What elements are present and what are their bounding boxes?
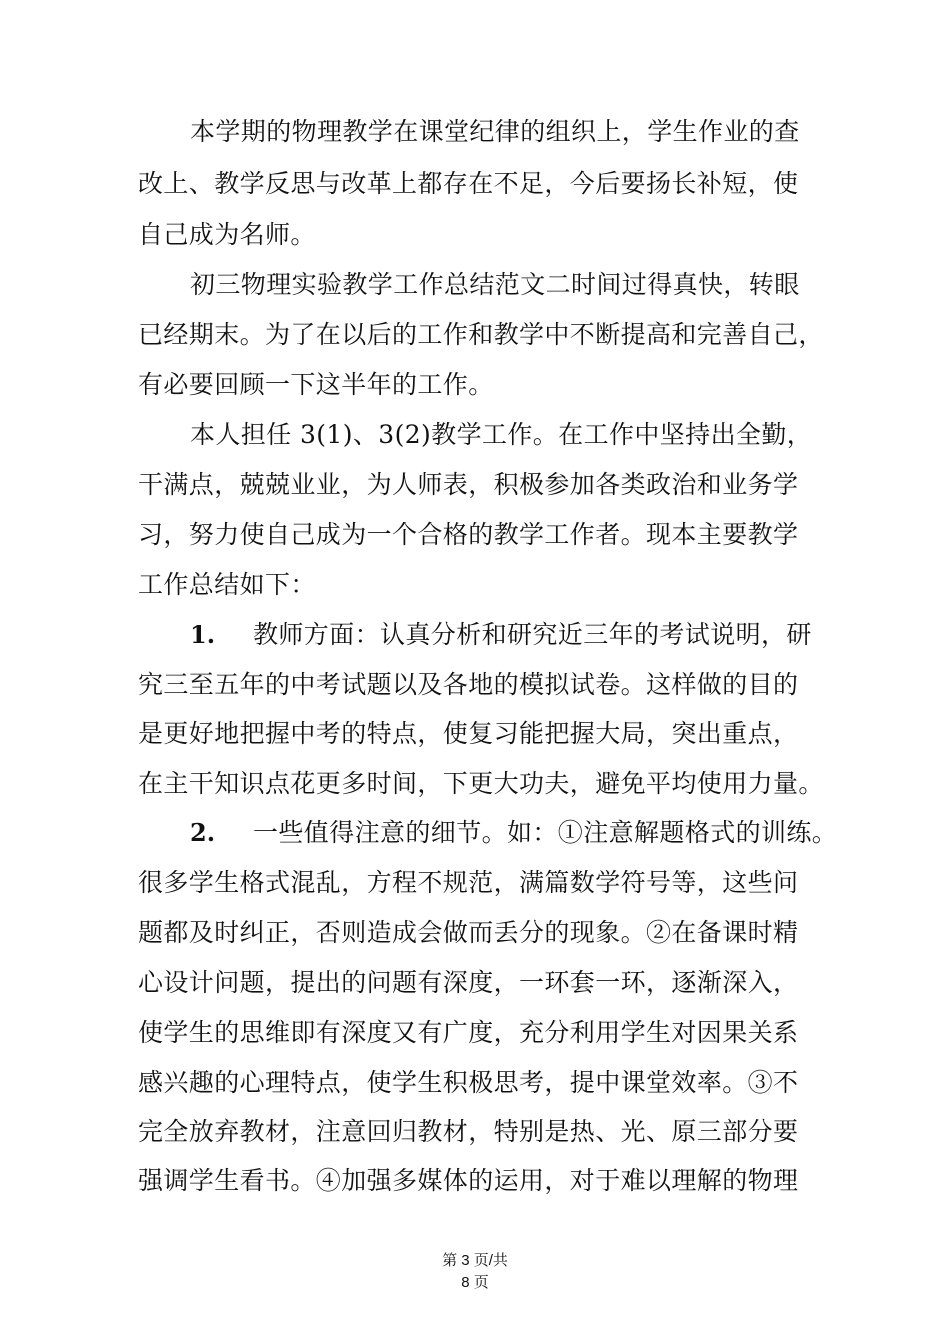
paragraph-line: 心设计问题，提出的问题有深度，一环套一环，逐渐深入， bbox=[138, 968, 799, 997]
paragraph-line: 题都及时纠正，否则造成会做而丢分的现象。②在备课时精 bbox=[138, 918, 799, 947]
paragraph-line: 本学期的物理教学在课堂纪律的组织上，学生作业的查 bbox=[190, 117, 800, 146]
paragraph-line: 干满点，兢兢业业，为人师表，积极参加各类政治和业务学 bbox=[138, 470, 799, 499]
paragraph-line: 使学生的思维即有深度又有广度，充分利用学生对因果关系 bbox=[138, 1018, 799, 1047]
paragraph-line: 究三至五年的中考试题以及各地的模拟试卷。这样做的目的 bbox=[138, 670, 799, 699]
list-item-number: 2. bbox=[190, 818, 216, 847]
paragraph-line: 是更好地把握中考的特点，使复习能把握大局，突出重点， bbox=[138, 719, 799, 748]
paragraph-line: 改上、教学反思与改革上都存在不足，今后要扬长补短，使 bbox=[138, 169, 799, 198]
paragraph-line: 教师方面：认真分析和研究近三年的考试说明，研 bbox=[253, 620, 812, 649]
paragraph-line: 在主干知识点花更多时间，下更大功夫，避免平均使用力量。 bbox=[138, 769, 824, 798]
list-item-number: 1. bbox=[190, 620, 216, 649]
paragraph-line: 初三物理实验教学工作总结范文二时间过得真快，转眼 bbox=[190, 270, 800, 299]
paragraph-line: 完全放弃教材，注意回归教材，特别是热、光、原三部分要 bbox=[138, 1117, 799, 1146]
paragraph-line: 一些值得注意的细节。如：①注意解题格式的训练。 bbox=[253, 818, 838, 847]
paragraph-line: 很多学生格式混乱，方程不规范，满篇数学符号等，这些问 bbox=[138, 868, 799, 897]
page-footer-line2: 8 页 bbox=[461, 1274, 489, 1291]
paragraph-line: 已经期末。为了在以后的工作和教学中不断提高和完善自己， bbox=[138, 320, 824, 349]
paragraph-line: 本人担任 3(1)、3(2)教学工作。在工作中坚持出全勤， bbox=[190, 420, 813, 449]
page-footer-line1: 第 3 页/共 bbox=[442, 1252, 508, 1269]
paragraph-line: 工作总结如下： bbox=[138, 570, 316, 599]
paragraph-line: 自己成为名师。 bbox=[138, 220, 316, 249]
paragraph-line: 强调学生看书。④加强多媒体的运用，对于难以理解的物理 bbox=[138, 1166, 799, 1195]
paragraph-line: 有必要回顾一下这半年的工作。 bbox=[138, 370, 494, 399]
paragraph-line: 感兴趣的心理特点，使学生积极思考，提中课堂效率。③不 bbox=[138, 1068, 799, 1097]
paragraph-line: 习，努力使自己成为一个合格的教学工作者。现本主要教学 bbox=[138, 520, 799, 549]
